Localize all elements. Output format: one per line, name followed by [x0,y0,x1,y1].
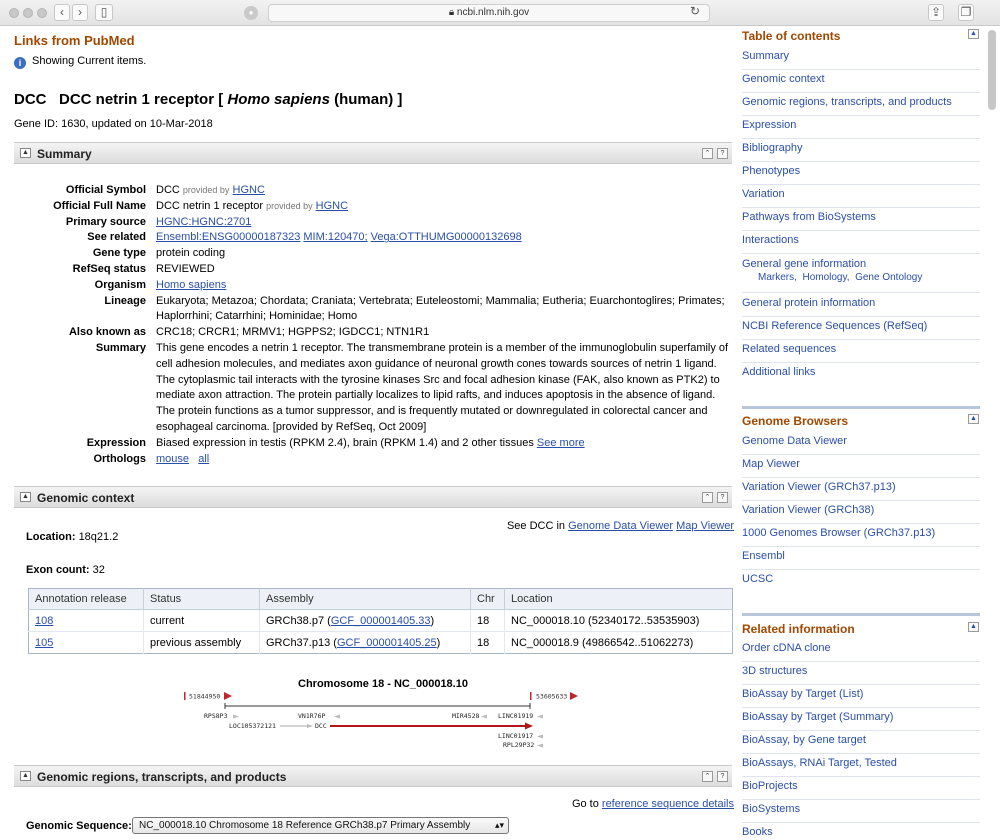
organism-link[interactable]: Homo sapiens [156,278,227,291]
gene-id: Gene ID: 1630, updated on 10-Mar-2018 [14,118,213,130]
forward-button[interactable]: › [72,4,88,21]
tabs-icon[interactable]: ❐ [958,4,974,21]
gene-label: LINC01917 [498,732,534,740]
summary-section-title: Summary [37,147,92,161]
mim-link[interactable]: MIM:120470; [303,231,368,244]
gene-label: RPS8P3 [204,712,228,720]
assembly-close: ) [430,614,435,627]
expression-value: Biased expression in testis (RPKM 2.4), brain (RPKM 1.4) and 2 other tissues [156,436,534,449]
gene-type-label: Gene type [92,247,146,260]
assembly-text: GRCh37.p13 ( [266,636,337,649]
address-bar[interactable] [268,4,710,22]
toc-gene-ontology[interactable]: Gene Ontology [855,272,923,283]
reference-sequence-details-link[interactable]: reference sequence details [601,798,734,810]
table-row [29,632,733,654]
collapse-browsers-icon[interactable]: ▲ [968,414,979,424]
summary-row-full-name [34,199,734,215]
main-content [14,26,736,840]
related-bioassay-list[interactable]: BioAssay by Target (List) [742,685,980,708]
official-symbol-label: Official Symbol [65,184,146,196]
toc-title: Table of contents [742,29,841,43]
summary-row-also-known-as [34,325,734,341]
url-text: ncbi.nlm.nih.gov [456,7,530,18]
status-cell: current [144,610,260,632]
gene-arrow [334,715,340,719]
browser-toolbar [0,0,1000,26]
summary-row-orthologs [34,452,734,468]
genomic-context-title: Genomic context [37,491,135,505]
chr-cell: 18 [471,610,505,632]
toc-genomic-regions[interactable]: Genomic regions, transcripts, and products [742,93,980,116]
orthologs-all-link[interactable]: all [198,452,210,465]
exon-count-label: Exon count: [26,564,90,576]
genomic-regions-title: Genomic regions, transcripts, and products [37,770,287,784]
summary-row-gene-type [34,246,734,262]
annotation-release-link[interactable]: 105 [35,636,54,649]
gene-arrow [537,744,543,748]
assembly-link[interactable]: GCF_000001405.33 [330,614,431,627]
assembly-link[interactable]: GCF_000001405.25 [336,636,437,649]
see-more-link[interactable]: See more [536,436,585,449]
gene-name: DCC netrin 1 receptor [ [59,91,224,108]
go-to-reference [572,798,734,810]
column-annotation-release: Annotation release [29,589,144,610]
toc-additional-links[interactable]: Additional links [742,366,816,378]
gene-label: VN1R76P [298,712,326,720]
gene-arrow [481,715,487,719]
browser-ensembl[interactable]: Ensembl [742,547,980,570]
table-row [29,610,733,632]
provided-by-text: provided by [182,185,230,195]
collapse-icon[interactable]: ▲ [20,771,31,781]
toc-variation[interactable]: Variation [742,185,980,208]
status-cell: previous assembly [144,632,260,654]
go-to-top-icon[interactable]: ⌃ [702,771,713,782]
summary-section-header[interactable] [14,142,732,164]
browser-ucsc[interactable]: UCSC [742,573,774,585]
browser-map-viewer[interactable]: Map Viewer [742,455,980,478]
summary-row-summary [34,341,734,436]
orthologs-mouse-link[interactable]: mouse [156,452,190,465]
collapse-related-icon[interactable]: ▲ [968,622,979,632]
location-cell: NC_000018.10 (52340172..53535903) [505,610,733,632]
zoom-window-button[interactable] [37,8,47,18]
info-icon: i [14,57,26,69]
toc-bibliography[interactable]: Bibliography [742,139,980,162]
left-arrow-icon[interactable] [224,692,232,700]
summary-row-official-symbol [34,183,734,199]
gene-arrow [537,715,543,719]
gene-label: MIR4528 [452,712,480,720]
go-to-top-icon[interactable]: ⌃ [702,148,713,159]
related-bioassays-rnai[interactable]: BioAssays, RNAi Target, Tested [742,754,980,777]
summary-row-see-related [34,230,734,246]
vega-link[interactable]: Vega:OTTHUMG00000132698 [370,231,522,244]
toc-genomic-context[interactable]: Genomic context [742,70,980,93]
toc-phenotypes[interactable]: Phenotypes [742,162,980,185]
official-symbol-value [156,183,734,199]
back-button[interactable]: ‹ [54,4,70,21]
collapse-icon[interactable]: ▲ [20,492,31,502]
column-assembly: Assembly [260,589,471,610]
genome-browsers-title: Genome Browsers [742,414,849,428]
toc-interactions[interactable]: Interactions [742,231,980,254]
toc-markers[interactable]: Markers, [758,272,797,283]
location-cell: NC_000018.9 (49866542..51062273) [505,632,733,654]
official-symbol: DCC [156,184,180,196]
chromosome-graphic [180,688,580,752]
also-known-as-label: Also known as [68,326,146,339]
left-coord: 51844950 [189,692,221,701]
lineage-label: Lineage [104,294,146,307]
toc-summary[interactable]: Summary [742,47,980,70]
close-window-button[interactable] [9,8,19,18]
related-order-cdna[interactable]: Order cDNA clone [742,639,980,662]
full-name-value [156,199,734,215]
refseq-status-label: RefSeq status [72,262,146,275]
expression-label: Expression [86,436,146,449]
annotation-release-link[interactable]: 108 [35,614,54,627]
see-dcc-in [507,520,734,532]
gene-species: Homo sapiens [227,91,330,108]
gene-species-suffix: (human) ] [334,91,403,108]
summary-row-primary-source [34,215,734,231]
gene-label: DCC [315,722,327,730]
right-sidebar [742,26,982,840]
exon-count-value: 32 [92,564,105,576]
annotation-table-header [29,589,733,610]
gene-arrow [307,724,313,728]
toc-homology[interactable]: Homology, [802,272,850,283]
genomic-regions-section-header[interactable] [14,765,732,787]
related-bioassay-summary[interactable]: BioAssay by Target (Summary) [742,708,980,731]
browser-genome-data-viewer[interactable]: Genome Data Viewer [742,432,980,455]
full-name: DCC netrin 1 receptor [156,199,263,212]
dcc-gene-arrow [525,723,533,730]
summary-row-refseq-status [34,262,734,278]
lock-icon: 🔒︎ [448,7,457,18]
chr-cell: 18 [471,632,505,654]
location-value: 18q21.2 [78,531,119,543]
assembly-text: GRCh38.p7 ( [266,614,331,627]
collapse-toc-icon[interactable]: ▲ [968,29,979,39]
genomic-sequence-label: Genomic Sequence: [26,820,132,832]
chromosome-title: Chromosome 18 - NC_000018.10 [298,678,468,690]
related-bioprojects[interactable]: BioProjects [742,777,980,800]
provided-by-text: provided by [266,200,313,211]
location-label: Location: [26,531,76,543]
related-bioassay-gene-target[interactable]: BioAssay, by Gene target [742,731,980,754]
orthologs-label: Orthologs [93,452,146,465]
browser-variation-viewer-grch37[interactable]: Variation Viewer (GRCh37.p13) [742,478,980,501]
annotation-table [28,588,733,654]
genomic-context-section-header[interactable] [14,486,732,508]
right-bracket [530,692,532,700]
left-bracket [184,692,186,700]
gene-type-value: protein coding [156,247,226,260]
column-status: Status [144,589,260,610]
gene-arrow [537,735,543,739]
go-to-top-icon[interactable]: ⌃ [702,492,713,503]
toc-expression[interactable]: Expression [742,116,980,139]
lineage-value: Eukaryota; Metazoa; Chordata; Craniata; Vertebrata; Euteleostomi; Mammalia; Eutheria; Euarchontoglires; Primates; Haplorrhini; Catarrhini; Hominidae; Homo [156,294,725,323]
full-name-label: Official Full Name [53,199,146,212]
gene-arrow [233,715,239,719]
section-divider [742,406,980,409]
gene-label: LINC01919 [498,712,534,720]
related-biosystems[interactable]: BioSystems [742,800,980,823]
related-3d-structures[interactable]: 3D structures [742,662,980,685]
column-location: Location [505,589,733,610]
map-viewer-link[interactable]: Map Viewer [676,520,734,532]
gene-label: RPL29P32 [503,741,535,749]
section-divider [742,613,980,616]
genomic-sequence-value: NC_000018.10 Chromosome 18 Reference GRCh38.p7 Primary Assembly [139,820,471,831]
related-info-title: Related information [742,622,855,636]
gene-symbol: DCC [14,91,47,108]
reload-icon[interactable]: ↻ [689,4,701,18]
related-books[interactable]: Books [742,823,980,840]
summary-row-lineage [34,294,734,326]
go-to-text: Go to [571,798,599,810]
summary-label: Summary [95,341,146,354]
showing-current-items [14,55,146,69]
genome-data-viewer-link[interactable]: Genome Data Viewer [568,520,674,532]
select-arrows-icon: ▴▾ [494,820,504,830]
toc-related-sequences[interactable]: Related sequences [742,340,980,363]
gene-label: LOC105372121 [229,722,276,730]
genomic-sequence-select[interactable] [132,817,509,834]
sidebar-toggle-icon[interactable]: ▯ [95,4,113,21]
location [26,531,118,543]
share-icon[interactable]: ⇪ [928,4,944,21]
help-icon[interactable]: ? [717,771,728,782]
toc-sub-links [758,272,922,283]
organism-label: Organism [94,278,146,291]
assembly-close: ) [436,636,441,649]
exon-count [26,564,105,576]
refseq-status-value: REVIEWED [156,262,215,275]
summary-row-organism [34,278,734,294]
browser-variation-viewer-grch38[interactable]: Variation Viewer (GRCh38) [742,501,980,524]
primary-source-label: Primary source [65,215,146,228]
browser-1000-genomes[interactable]: 1000 Genomes Browser (GRCh37.p13) [742,524,980,547]
links-from-pubmed-title: Links from PubMed [14,33,135,48]
help-icon[interactable]: ? [717,148,728,159]
window-controls [9,8,51,21]
primary-source-link[interactable]: HGNC:HGNC:2701 [156,215,252,228]
showing-text: Showing Current items. [32,55,147,67]
right-arrow-icon[interactable] [570,692,578,700]
summary-text: This gene encodes a netrin 1 receptor. The transmembrane protein is a member of the immunoglobulin superfamily of cell adhesion molecules, and mediates axon guidance of neuronal growth cones towards sources of netrin 1 ligand. The cytoplasmic tail interacts with the tyrosine kinases Src and focal adhesion kinase (FAK, also known as PTK2) to mediate axon attraction. The protein partially localizes to lipid rafts, and induces apoptosis in the absence of ligand. The protein functions as a tumor suppressor, and is frequently mutated or downregulated in colorectal cancer and esophageal carcinoma. [provided by RefSeq, Oct 2009] [156,341,729,433]
page-scrollbar[interactable] [988,30,996,110]
see-related-label: See related [87,231,146,244]
ensembl-link[interactable]: Ensembl:ENSG00000187323 [156,231,301,244]
hgnc-link[interactable]: HGNC [232,184,265,196]
right-coord: 53605633 [536,692,568,701]
toc-general-protein-info[interactable]: General protein information [742,294,980,317]
collapse-icon[interactable]: ▲ [20,148,31,158]
also-known-as-value: CRC18; CRCR1; MRMV1; HGPPS2; IGDCC1; NTN1R1 [156,326,430,339]
hgnc-link[interactable]: HGNC [315,199,349,212]
summary-row-expression [34,436,734,452]
column-chr: Chr [471,589,505,610]
toc-pathways[interactable]: Pathways from BioSystems [742,208,980,231]
summary-table [34,183,734,467]
toc-general-gene-info-label: General gene information [742,258,867,270]
help-icon[interactable]: ? [717,492,728,503]
privacy-icon[interactable]: ● [244,6,258,20]
toc-refseq[interactable]: NCBI Reference Sequences (RefSeq) [742,317,980,340]
assembly-cell [260,632,471,654]
assembly-cell [260,610,471,632]
minimize-window-button[interactable] [23,8,33,18]
see-dcc-in-text: See DCC in [506,520,566,532]
page-title [14,91,402,108]
